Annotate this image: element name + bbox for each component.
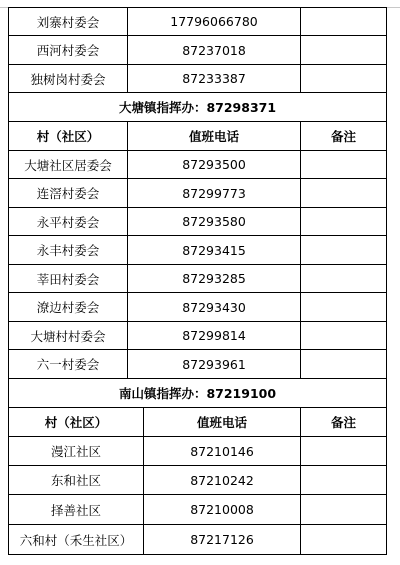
table-row: [9, 525, 387, 555]
village-name: 六和村（禾生社区）: [9, 525, 144, 555]
note-cell: [301, 208, 387, 236]
header-note: 备注: [301, 122, 387, 151]
village-name: 西河村委会: [9, 36, 128, 65]
table-row: [9, 179, 387, 208]
datang-command-title: 大塘镇指挥办：87298371: [9, 93, 387, 122]
table-row: [9, 36, 387, 65]
village-name: 六一村委会: [9, 350, 128, 379]
table-row: [9, 265, 387, 293]
duty-phone: 87210146: [144, 437, 301, 466]
table-row: [9, 208, 387, 236]
village-name: 大塘社区居委会: [9, 151, 128, 179]
duty-phone: 87233387: [128, 65, 301, 93]
duty-phone: 17796066780: [128, 8, 301, 36]
phone-table-lower: [8, 378, 387, 555]
village-name: 择善社区: [9, 495, 144, 525]
village-name: 东和社区: [9, 466, 144, 495]
header-village: 村（社区）: [9, 408, 144, 437]
duty-phone: 87299814: [128, 322, 301, 350]
table-row: [9, 293, 387, 322]
table-row: [9, 322, 387, 350]
header-phone: 值班电话: [144, 408, 301, 437]
duty-phone: 87293961: [128, 350, 301, 379]
note-cell: [301, 179, 387, 208]
section-header-row: [9, 379, 387, 408]
village-name: 刘寨村委会: [9, 8, 128, 36]
village-name: 永平村委会: [9, 208, 128, 236]
header-phone: 值班电话: [128, 122, 301, 151]
table-row: [9, 466, 387, 495]
duty-phone: 87293415: [128, 236, 301, 265]
village-name: 漫江社区: [9, 437, 144, 466]
table-row: [9, 8, 387, 36]
note-cell: [301, 466, 387, 495]
table-row: [9, 236, 387, 265]
note-cell: [301, 437, 387, 466]
village-name: 大塘村村委会: [9, 322, 128, 350]
column-header-row: [9, 122, 387, 151]
note-cell: [301, 293, 387, 322]
village-name: 独树岗村委会: [9, 65, 128, 93]
table-row: [9, 495, 387, 525]
note-cell: [301, 236, 387, 265]
village-name: 莘田村委会: [9, 265, 128, 293]
nanshan-command-title: 南山镇指挥办：87219100: [9, 379, 387, 408]
village-name: 连滘村委会: [9, 179, 128, 208]
table-row: [9, 65, 387, 93]
header-note: 备注: [301, 408, 387, 437]
note-cell: [301, 36, 387, 65]
note-cell: [301, 525, 387, 555]
duty-phone: 87293580: [128, 208, 301, 236]
table-row: [9, 350, 387, 379]
village-name: 永丰村委会: [9, 236, 128, 265]
table-row: [9, 437, 387, 466]
duty-phone: 87293430: [128, 293, 301, 322]
note-cell: [301, 265, 387, 293]
duty-phone: 87210008: [144, 495, 301, 525]
section-header-row: [9, 93, 387, 122]
note-cell: [301, 322, 387, 350]
duty-phone: 87217126: [144, 525, 301, 555]
duty-phone: 87293285: [128, 265, 301, 293]
note-cell: [301, 350, 387, 379]
note-cell: [301, 8, 387, 36]
note-cell: [301, 495, 387, 525]
village-name: 潦边村委会: [9, 293, 128, 322]
header-village: 村（社区）: [9, 122, 128, 151]
column-header-row: [9, 408, 387, 437]
note-cell: [301, 65, 387, 93]
duty-phone: 87299773: [128, 179, 301, 208]
note-cell: [301, 151, 387, 179]
table-row: [9, 151, 387, 179]
duty-phone: 87237018: [128, 36, 301, 65]
duty-phone: 87210242: [144, 466, 301, 495]
duty-phone: 87293500: [128, 151, 301, 179]
phone-table-upper: [8, 7, 387, 379]
